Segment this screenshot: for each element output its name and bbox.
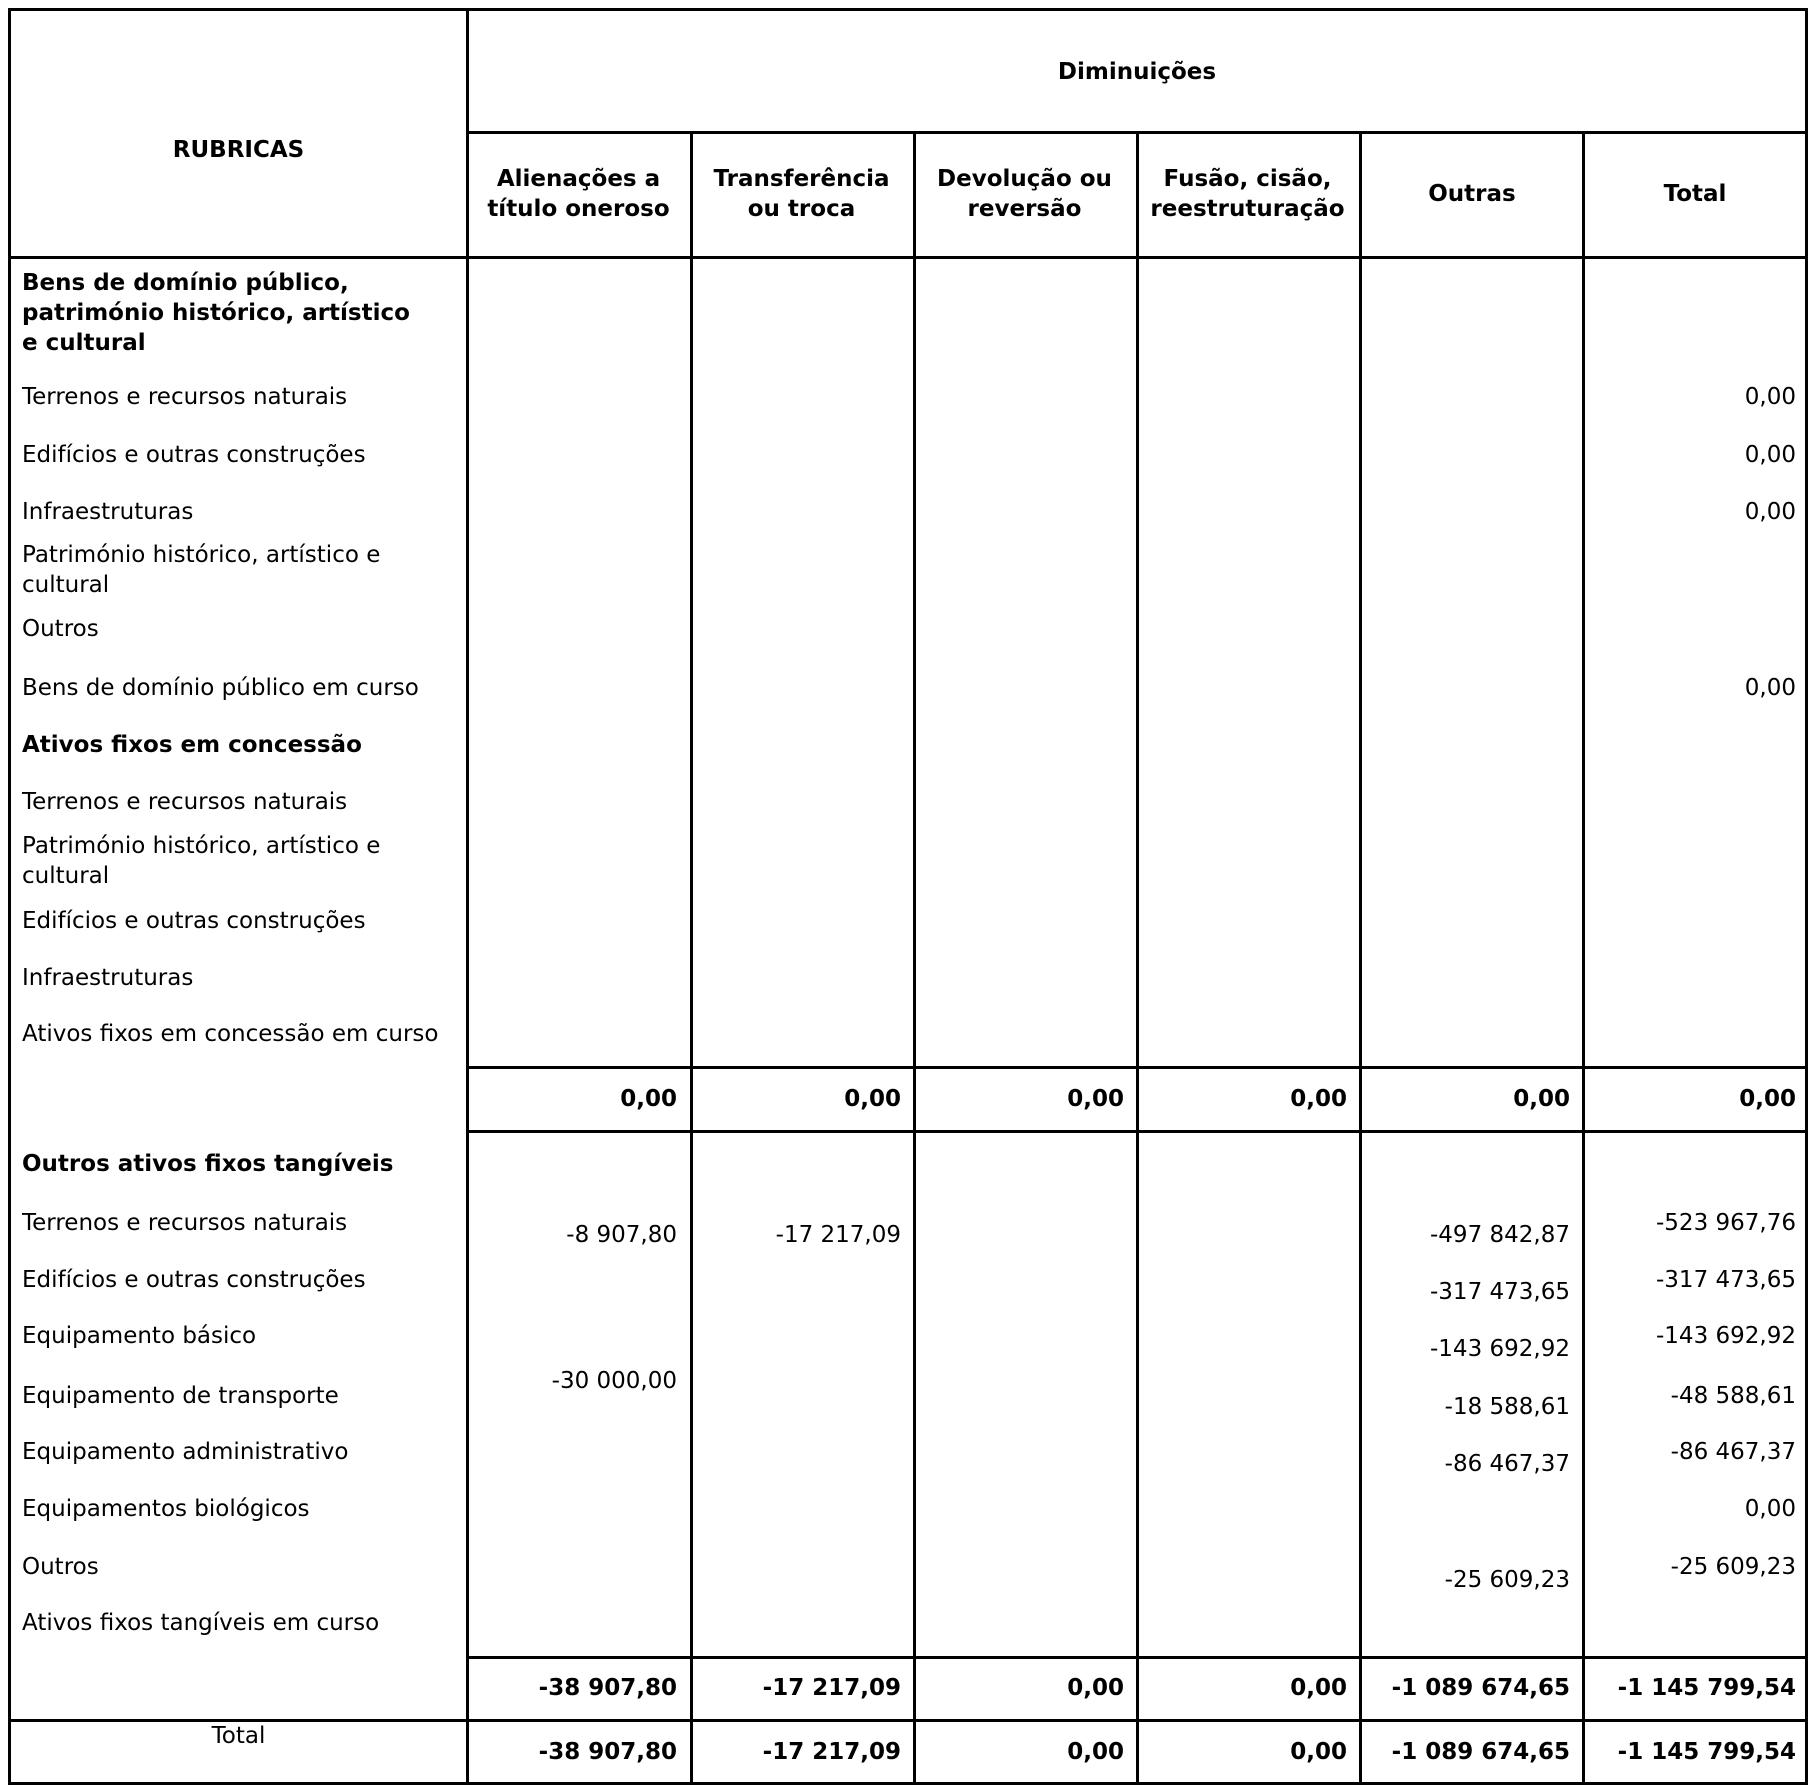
column-header: Fusão, cisão, reestruturação	[1150, 166, 1345, 222]
total-cell: -48 588,61	[1670, 1383, 1796, 1409]
rule	[8, 8, 1808, 11]
outras-cell: -143 692,92	[1430, 1336, 1570, 1362]
row-label: Equipamento básico	[22, 1323, 257, 1349]
total-cell: -25 609,23	[1670, 1554, 1796, 1580]
row-label: Outros	[22, 1554, 99, 1580]
subtotal-cell: -17 217,09	[762, 1675, 901, 1701]
column-header: Alienações a título oneroso	[487, 166, 670, 222]
column-header: Transferência ou troca	[713, 166, 890, 222]
subtotal-cell: 0,00	[1067, 1675, 1124, 1701]
column-header: Devolução ou reversão	[937, 166, 1112, 222]
row-label: Património histórico, artístico e cultural	[22, 542, 381, 598]
total-cell: 0,00	[1744, 1496, 1796, 1522]
rule	[913, 131, 916, 1785]
row-label: Infraestruturas	[22, 965, 194, 991]
subtotal-cell: 0,00	[1513, 1086, 1570, 1112]
rule	[466, 8, 469, 1785]
column-header: Outras	[1428, 181, 1516, 207]
rule	[1136, 131, 1139, 1785]
row-label: Património histórico, artístico e cultural	[22, 833, 381, 889]
row-label: Bens de domínio público em curso	[22, 675, 419, 701]
alienacoes-cell: -8 907,80	[566, 1222, 677, 1248]
row-label: Edifícios e outras construções	[22, 442, 366, 468]
total-row-cell: -38 907,80	[538, 1739, 677, 1765]
row-label: Equipamento administrativo	[22, 1439, 349, 1465]
outras-cell: -25 609,23	[1444, 1567, 1570, 1593]
subtotal-cell: -1 145 799,54	[1617, 1675, 1796, 1701]
total-row-cell: 0,00	[1290, 1739, 1347, 1765]
total-cell: -523 967,76	[1656, 1210, 1796, 1236]
total-row-cell: -1 089 674,65	[1391, 1739, 1570, 1765]
subtotal-cell: 0,00	[1067, 1086, 1124, 1112]
row-label: Infraestruturas	[22, 499, 194, 525]
outras-cell: -497 842,87	[1430, 1222, 1570, 1248]
row-label: Equipamento de transporte	[22, 1383, 339, 1409]
section-title: Bens de domínio público, património histórico, artístico e cultural	[22, 270, 410, 356]
total-row-cell: -1 145 799,54	[1617, 1739, 1796, 1765]
row-label: Ativos fixos tangíveis em curso	[22, 1610, 380, 1636]
outras-cell: -18 588,61	[1444, 1394, 1570, 1420]
transferencia-cell: -17 217,09	[775, 1222, 901, 1248]
row-label: Edifícios e outras construções	[22, 1267, 366, 1293]
rule	[8, 8, 11, 1785]
subtotal-cell: 0,00	[844, 1086, 901, 1112]
column-header: Total	[1663, 181, 1727, 207]
total-label: Total	[211, 1723, 266, 1749]
group-header: Diminuições	[1057, 59, 1217, 85]
rule	[1582, 131, 1585, 1785]
rule	[1805, 8, 1808, 1785]
outras-cell: -86 467,37	[1444, 1451, 1570, 1477]
outras-cell: -317 473,65	[1430, 1279, 1570, 1305]
subtotal-cell: 0,00	[620, 1086, 677, 1112]
row-label: Equipamentos biológicos	[22, 1496, 310, 1522]
rule	[690, 131, 693, 1785]
subtotal-cell: 0,00	[1290, 1086, 1347, 1112]
rule	[8, 256, 1808, 259]
total-cell: -143 692,92	[1656, 1323, 1796, 1349]
subtotal-cell: 0,00	[1739, 1086, 1796, 1112]
total-row-cell: 0,00	[1067, 1739, 1124, 1765]
row-label: Edifícios e outras construções	[22, 908, 366, 934]
total-cell: 0,00	[1744, 499, 1796, 525]
total-cell: -86 467,37	[1670, 1439, 1796, 1465]
row-label: Terrenos e recursos naturais	[22, 384, 348, 410]
row-label: Ativos fixos em concessão em curso	[22, 1021, 439, 1047]
total-cell: -317 473,65	[1656, 1267, 1796, 1293]
subtotal-cell: 0,00	[1290, 1675, 1347, 1701]
row-label: Terrenos e recursos naturais	[22, 789, 348, 815]
total-cell: 0,00	[1744, 675, 1796, 701]
row-label: Outros	[22, 616, 99, 642]
rubricas-header: RUBRICAS	[172, 137, 305, 163]
rule	[1359, 131, 1362, 1785]
row-label: Terrenos e recursos naturais	[22, 1210, 348, 1236]
alienacoes-cell: -30 000,00	[551, 1368, 677, 1394]
total-cell: 0,00	[1744, 442, 1796, 468]
subtotal-cell: -1 089 674,65	[1391, 1675, 1570, 1701]
section-title: Outros ativos fixos tangíveis	[22, 1151, 394, 1177]
section-title: Ativos fixos em concessão	[22, 732, 362, 758]
total-cell: 0,00	[1744, 384, 1796, 410]
total-row-cell: -17 217,09	[762, 1739, 901, 1765]
subtotal-cell: -38 907,80	[538, 1675, 677, 1701]
